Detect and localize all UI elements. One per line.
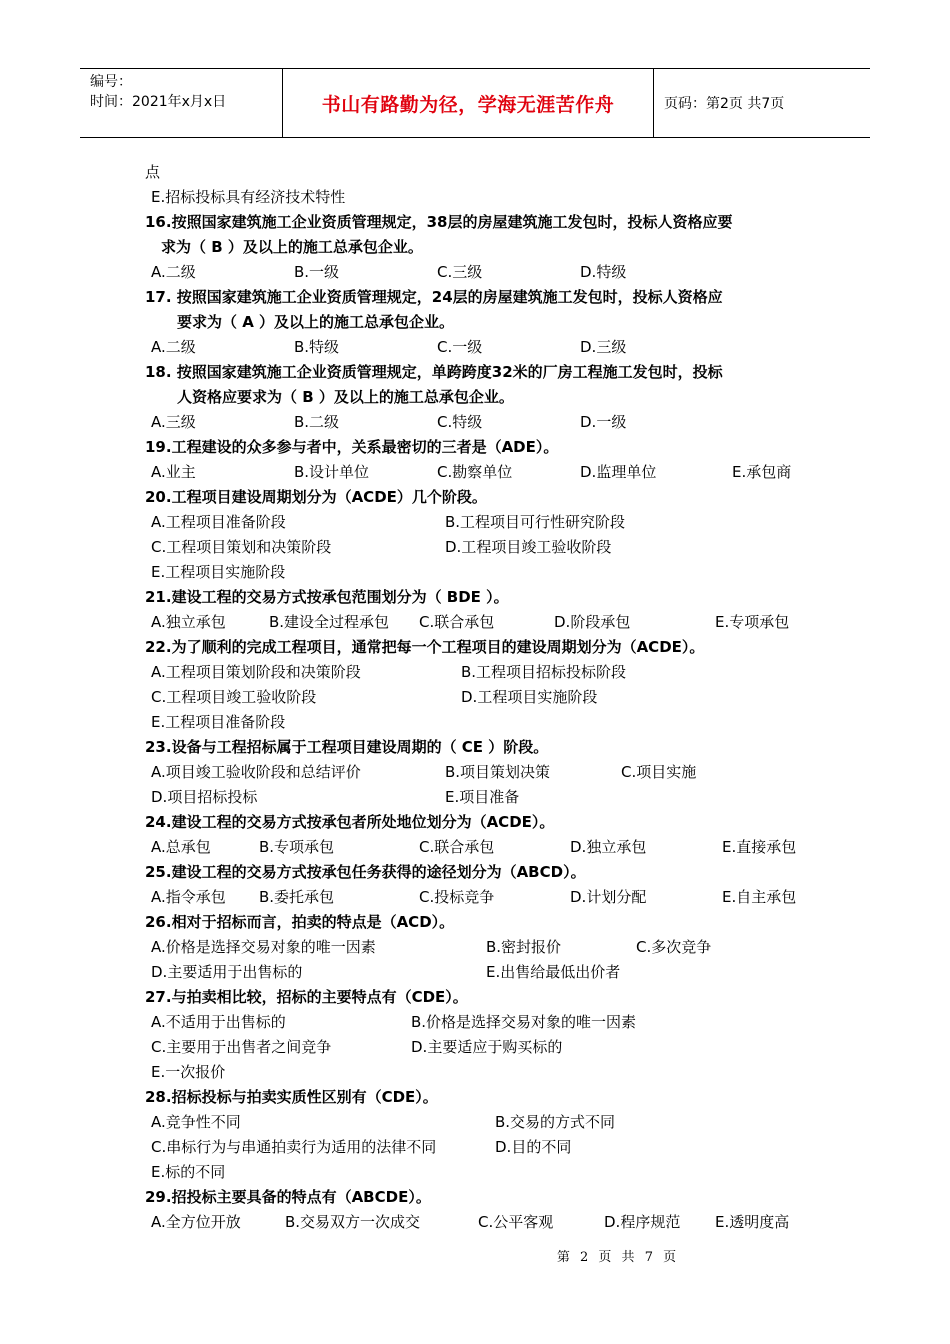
option-row xyxy=(145,1060,825,1085)
answer-option: A.工程项目准备阶段 xyxy=(151,513,286,531)
answer-option: E.透明度高 xyxy=(715,1213,790,1231)
answer-option: B.密封报价 xyxy=(486,938,562,956)
answer-option: C.主要用于出售者之间竞争 xyxy=(151,1038,332,1056)
answer-option: A.总承包 xyxy=(151,838,211,856)
answer-option: E.承包商 xyxy=(732,463,792,481)
option-row xyxy=(145,785,825,810)
answer-option: D.阶段承包 xyxy=(554,613,631,631)
answer-option: C.一级 xyxy=(437,338,483,356)
answer-option: C.三级 xyxy=(437,263,483,281)
answer-option: D.三级 xyxy=(580,338,627,356)
option-row xyxy=(145,1210,825,1235)
question-text: 人资格应要求为（ B ）及以上的施工总承包企业。 xyxy=(177,388,514,406)
question-text: 25.建设工程的交易方式按承包任务获得的途径划分为（ABCD）。 xyxy=(145,863,586,881)
option-row xyxy=(145,935,825,960)
option-row xyxy=(145,960,825,985)
answer-option: A.项目竣工验收阶段和总结评价 xyxy=(151,763,361,781)
option-row xyxy=(145,885,825,910)
answer-option: B.价格是选择交易对象的唯一因素 xyxy=(411,1013,637,1031)
option-row xyxy=(145,185,825,210)
question-text: 29.招投标主要具备的特点有（ABCDE）。 xyxy=(145,1188,431,1206)
answer-option: C.特级 xyxy=(437,413,483,431)
document-date: 时间：2021年x月x日 xyxy=(90,94,227,110)
answer-option: B.一级 xyxy=(294,263,340,281)
question-text: 求为（ B ）及以上的施工总承包企业。 xyxy=(161,238,423,256)
option-row xyxy=(145,660,825,685)
option-row xyxy=(145,535,825,560)
answer-option: D.一级 xyxy=(580,413,627,431)
answer-option: C.公平客观 xyxy=(478,1213,554,1231)
question-text: 27.与拍卖相比较，招标的主要特点有（CDE）。 xyxy=(145,988,468,1006)
answer-option: D.独立承包 xyxy=(570,838,647,856)
option-row xyxy=(145,685,825,710)
question-text: 24.建设工程的交易方式按承包者所处地位划分为（ACDE）。 xyxy=(145,813,555,831)
answer-option: A.二级 xyxy=(151,338,196,356)
answer-option: A.竞争性不同 xyxy=(151,1113,241,1131)
option-row xyxy=(145,410,825,435)
question-text: 26.相对于招标而言，拍卖的特点是（ACD）。 xyxy=(145,913,455,931)
question-text: 23.设备与工程招标属于工程项目建设周期的（ CE ）阶段。 xyxy=(145,738,549,756)
answer-option: E.标的不同 xyxy=(151,1163,226,1181)
option-row xyxy=(145,560,825,585)
answer-option: B.二级 xyxy=(294,413,340,431)
answer-option: A.工程项目策划阶段和决策阶段 xyxy=(151,663,361,681)
answer-option: B.设计单位 xyxy=(294,463,370,481)
answer-option: B.专项承包 xyxy=(259,838,335,856)
answer-option: E.工程项目准备阶段 xyxy=(151,713,286,731)
text-line: 点 xyxy=(145,163,161,181)
page-header xyxy=(80,68,870,138)
question-text: 18. 按照国家建筑施工企业资质管理规定，单跨跨度32米的厂房工程施工发包时，投标 xyxy=(145,363,723,381)
header-meta xyxy=(80,69,282,137)
answer-option: D.特级 xyxy=(580,263,627,281)
answer-option: C.联合承包 xyxy=(419,613,495,631)
answer-option: B.工程项目招标投标阶段 xyxy=(461,663,627,681)
question-text: 16.按照国家建筑施工企业资质管理规定，38层的房屋建筑施工发包时，投标人资格应要 xyxy=(145,213,733,231)
option-row xyxy=(145,1160,825,1185)
answer-option: A.业主 xyxy=(151,463,196,481)
option-row xyxy=(145,610,825,635)
option-row xyxy=(145,760,825,785)
page-footer: 第 2 页 共 7 页 xyxy=(556,1250,680,1265)
answer-option: E.项目准备 xyxy=(445,788,520,806)
option-row xyxy=(145,1035,825,1060)
answer-option: E.工程项目实施阶段 xyxy=(151,563,286,581)
question-text: 20.工程项目建设周期划分为（ACDE）几个阶段。 xyxy=(145,488,487,506)
answer-option: B.工程项目可行性研究阶段 xyxy=(445,513,626,531)
answer-option: D.项目招标投标 xyxy=(151,788,258,806)
answer-option: C.串标行为与串通拍卖行为适用的法律不同 xyxy=(151,1138,437,1156)
option-row xyxy=(145,835,825,860)
answer-option: D.工程项目实施阶段 xyxy=(461,688,598,706)
question-list xyxy=(145,160,825,1235)
answer-option: D.监理单位 xyxy=(580,463,657,481)
answer-option: D.计划分配 xyxy=(570,888,647,906)
option-row xyxy=(145,335,825,360)
option-row xyxy=(145,1110,825,1135)
answer-option: A.二级 xyxy=(151,263,196,281)
answer-option: C.勘察单位 xyxy=(437,463,513,481)
answer-option: D.程序规范 xyxy=(604,1213,681,1231)
answer-option: A.全方位开放 xyxy=(151,1213,241,1231)
answer-option: A.指令承包 xyxy=(151,888,226,906)
option-row xyxy=(145,1010,825,1035)
question-text: 22.为了顺利的完成工程项目，通常把每一个工程项目的建设周期划分为（ACDE）。 xyxy=(145,638,705,656)
option-row xyxy=(145,260,825,285)
question-text: 要求为（ A ）及以上的施工总承包企业。 xyxy=(177,313,455,331)
answer-option: D.主要适用于出售标的 xyxy=(151,963,303,981)
answer-option: B.交易双方一次成交 xyxy=(285,1213,421,1231)
answer-option: D.工程项目竣工验收阶段 xyxy=(445,538,612,556)
answer-option: C.投标竞争 xyxy=(419,888,495,906)
answer-option: B.项目策划决策 xyxy=(445,763,551,781)
answer-option: B.建设全过程承包 xyxy=(269,613,390,631)
question-text: 19.工程建设的众多参与者中，关系最密切的三者是（ADE）。 xyxy=(145,438,559,456)
answer-option: C.多次竞争 xyxy=(636,938,712,956)
option-row xyxy=(145,510,825,535)
answer-option: A.价格是选择交易对象的唯一因素 xyxy=(151,938,376,956)
question-text: 21.建设工程的交易方式按承包范围划分为（ BDE ）。 xyxy=(145,588,509,606)
answer-option: B.交易的方式不同 xyxy=(495,1113,616,1131)
document-number: 编号： xyxy=(90,74,132,90)
answer-option: D.目的不同 xyxy=(495,1138,572,1156)
answer-option: C.项目实施 xyxy=(621,763,697,781)
header-page-number: 页码：第2页 共7页 xyxy=(664,96,785,112)
answer-option: D.主要适应于购买标的 xyxy=(411,1038,563,1056)
answer-option: A.三级 xyxy=(151,413,196,431)
answer-option: E.自主承包 xyxy=(722,888,797,906)
answer-option: C.联合承包 xyxy=(419,838,495,856)
question-text: 28.招标投标与拍卖实质性区别有（CDE）。 xyxy=(145,1088,438,1106)
answer-option: C.工程项目策划和决策阶段 xyxy=(151,538,332,556)
answer-option: B.特级 xyxy=(294,338,340,356)
option-row xyxy=(145,710,825,735)
answer-option: A.独立承包 xyxy=(151,613,226,631)
answer-option: A.不适用于出售标的 xyxy=(151,1013,286,1031)
answer-option: E.直接承包 xyxy=(722,838,797,856)
answer-option: E.专项承包 xyxy=(715,613,790,631)
answer-option: E.招标投标具有经济技术特性 xyxy=(151,188,346,206)
option-row xyxy=(145,1135,825,1160)
answer-option: E.出售给最低出价者 xyxy=(486,963,621,981)
header-motto: 书山有路勤为径，学海无涯苦作舟 xyxy=(282,69,654,137)
question-text: 17. 按照国家建筑施工企业资质管理规定，24层的房屋建筑施工发包时，投标人资格应 xyxy=(145,288,723,306)
answer-option: E.一次报价 xyxy=(151,1063,226,1081)
option-row xyxy=(145,460,825,485)
answer-option: B.委托承包 xyxy=(259,888,335,906)
answer-option: C.工程项目竣工验收阶段 xyxy=(151,688,317,706)
